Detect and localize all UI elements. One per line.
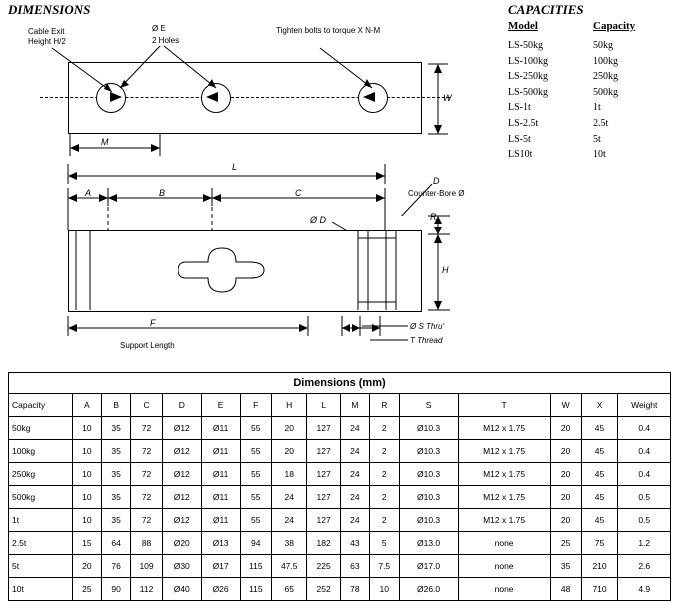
- table-row: [9, 417, 671, 440]
- cell-h: 65: [272, 578, 307, 601]
- cell-b: 64: [102, 532, 131, 555]
- cell-c: 72: [131, 463, 163, 486]
- cell-e: Ø11: [201, 509, 240, 532]
- col-header-s: S: [399, 394, 458, 417]
- col-header-weight: Weight: [618, 394, 671, 417]
- cell-r: 2: [370, 417, 400, 440]
- cell-c: 72: [131, 509, 163, 532]
- cell-e: Ø17: [201, 555, 240, 578]
- cell-x: 45: [581, 486, 618, 509]
- cell-t: M12 x 1.75: [458, 417, 550, 440]
- col-header-a: A: [72, 394, 101, 417]
- cell-x: 45: [581, 417, 618, 440]
- cell-s: Ø26.0: [399, 578, 458, 601]
- cell-e: Ø11: [201, 463, 240, 486]
- cell-f: 55: [240, 486, 272, 509]
- capacities-value: 5t: [593, 133, 601, 145]
- holes-count-label: 2 Holes: [152, 36, 180, 45]
- dimensions-table-title-row: [9, 373, 671, 394]
- cell-a: 10: [72, 417, 101, 440]
- cell-x: 75: [581, 532, 618, 555]
- cell-m: 43: [340, 532, 369, 555]
- col-header-w: W: [550, 394, 581, 417]
- dia-d-label: Ø D: [310, 215, 327, 225]
- cell-x: 710: [581, 578, 618, 601]
- col-header-l: L: [307, 394, 340, 417]
- cell-r: 10: [370, 578, 400, 601]
- cell-w: 20: [550, 463, 581, 486]
- cell-x: 210: [581, 555, 618, 578]
- col-header-b: B: [102, 394, 131, 417]
- cell-m: 24: [340, 463, 369, 486]
- cell-weight: 1.2: [618, 532, 671, 555]
- cable-exit-label: Cable Exit: [28, 27, 65, 36]
- capacities-table: [508, 20, 678, 163]
- cell-c: 88: [131, 532, 163, 555]
- cell-f: 115: [240, 555, 272, 578]
- capacities-header-capacity: Capacity: [593, 20, 636, 32]
- support-length-label: Support Length: [120, 341, 175, 350]
- cell-t: M12 x 1.75: [458, 463, 550, 486]
- cell-x: 45: [581, 440, 618, 463]
- table-row: [9, 440, 671, 463]
- load-cell-cutout: [178, 244, 288, 296]
- capacities-model: LS-50kg: [508, 40, 543, 51]
- col-header-r: R: [370, 394, 400, 417]
- cell-f: 55: [240, 417, 272, 440]
- cell-a: 15: [72, 532, 101, 555]
- capacities-value: 1t: [593, 102, 601, 114]
- col-header-h: H: [272, 394, 307, 417]
- cell-b: 90: [102, 578, 131, 601]
- cell-weight: 0.5: [618, 509, 671, 532]
- cell-x: 45: [581, 509, 618, 532]
- cell-weight: 0.4: [618, 417, 671, 440]
- cell-c: 112: [131, 578, 163, 601]
- cell-s: Ø10.3: [399, 440, 458, 463]
- capacities-row: [508, 69, 678, 85]
- cell-l: 127: [307, 463, 340, 486]
- cell-r: 2: [370, 463, 400, 486]
- cell-f: 55: [240, 440, 272, 463]
- cell-f: 55: [240, 463, 272, 486]
- cell-c: 109: [131, 555, 163, 578]
- cell-d: Ø20: [162, 532, 201, 555]
- cell-d: Ø12: [162, 463, 201, 486]
- cell-s: Ø17.0: [399, 555, 458, 578]
- cell-t: none: [458, 578, 550, 601]
- table-row: [9, 578, 671, 601]
- cell-l: 182: [307, 532, 340, 555]
- dim-f-label: F: [150, 318, 156, 328]
- cell-capacity: 10t: [9, 578, 73, 601]
- cell-l: 252: [307, 578, 340, 601]
- cell-w: 20: [550, 417, 581, 440]
- cell-r: 5: [370, 532, 400, 555]
- capacities-model: LS-500kg: [508, 86, 548, 98]
- capacities-value: 500kg: [593, 86, 618, 98]
- table-row: [9, 509, 671, 532]
- cell-s: Ø10.3: [399, 417, 458, 440]
- dimensions-table: [8, 372, 671, 601]
- cell-h: 20: [272, 440, 307, 463]
- cell-w: 20: [550, 440, 581, 463]
- cell-m: 24: [340, 440, 369, 463]
- cell-b: 35: [102, 417, 131, 440]
- cell-capacity: 5t: [9, 555, 73, 578]
- table-row: [9, 532, 671, 555]
- dim-w-label: W: [443, 93, 452, 103]
- cell-m: 24: [340, 486, 369, 509]
- cell-d: Ø12: [162, 509, 201, 532]
- cell-h: 18: [272, 463, 307, 486]
- cell-t: M12 x 1.75: [458, 440, 550, 463]
- cell-capacity: 50kg: [9, 417, 73, 440]
- cell-t: none: [458, 555, 550, 578]
- cell-h: 24: [272, 509, 307, 532]
- cell-a: 25: [72, 578, 101, 601]
- cell-s: Ø10.3: [399, 486, 458, 509]
- capacities-row: [508, 85, 678, 101]
- capacities-row: [508, 100, 678, 116]
- cell-e: Ø11: [201, 440, 240, 463]
- cell-b: 35: [102, 486, 131, 509]
- col-header-d: D: [162, 394, 201, 417]
- cell-h: 20: [272, 417, 307, 440]
- cell-d: Ø12: [162, 486, 201, 509]
- capacities-row: [508, 54, 678, 70]
- cell-w: 25: [550, 532, 581, 555]
- table-row: [9, 555, 671, 578]
- cell-a: 10: [72, 463, 101, 486]
- cell-r: 7.5: [370, 555, 400, 578]
- capacities-value: 50kg: [593, 40, 613, 51]
- col-header-x: X: [581, 394, 618, 417]
- dim-b-label: B: [159, 188, 166, 198]
- dim-d-label: D: [433, 176, 440, 186]
- cell-b: 35: [102, 463, 131, 486]
- cell-f: 94: [240, 532, 272, 555]
- capacities-model: LS-250kg: [508, 71, 548, 83]
- cell-capacity: 250kg: [9, 463, 73, 486]
- dim-c-label: C: [295, 188, 302, 198]
- table-row: [9, 486, 671, 509]
- cell-l: 127: [307, 486, 340, 509]
- col-header-e: E: [201, 394, 240, 417]
- col-header-f: F: [240, 394, 272, 417]
- cell-f: 115: [240, 578, 272, 601]
- cell-a: 10: [72, 486, 101, 509]
- cell-b: 35: [102, 440, 131, 463]
- cell-a: 20: [72, 555, 101, 578]
- cell-h: 47.5: [272, 555, 307, 578]
- capacities-header-row: [508, 20, 678, 32]
- cell-b: 35: [102, 509, 131, 532]
- cell-c: 72: [131, 417, 163, 440]
- cell-h: 24: [272, 486, 307, 509]
- capacities-model: LS-100kg: [508, 55, 548, 67]
- t-thread-label: T Thread: [410, 336, 443, 345]
- cell-t: M12 x 1.75: [458, 486, 550, 509]
- cell-l: 127: [307, 509, 340, 532]
- cell-s: Ø10.3: [399, 509, 458, 532]
- cell-w: 20: [550, 486, 581, 509]
- torque-note-label: Tighten bolts to torque X N-M: [276, 26, 381, 35]
- cell-e: Ø11: [201, 486, 240, 509]
- dimensions-table-title: Dimensions (mm): [9, 373, 671, 394]
- cell-w: 20: [550, 509, 581, 532]
- cell-l: 127: [307, 417, 340, 440]
- cell-weight: 0.4: [618, 463, 671, 486]
- capacities-model: LS-5t: [508, 133, 531, 145]
- cell-weight: 2.6: [618, 555, 671, 578]
- table-row: [9, 463, 671, 486]
- capacities-title: CAPACITIES: [508, 2, 584, 17]
- cell-d: Ø12: [162, 417, 201, 440]
- capacities-row: [508, 147, 678, 163]
- cell-s: Ø10.3: [399, 463, 458, 486]
- capacities-value: 250kg: [593, 71, 618, 83]
- dim-m-label: M: [101, 137, 109, 147]
- capacities-value: 2.5t: [593, 117, 609, 129]
- cell-capacity: 1t: [9, 509, 73, 532]
- thread-leaders: [356, 320, 414, 344]
- dim-f: [60, 314, 400, 340]
- cell-r: 2: [370, 440, 400, 463]
- capacities-header-model: Model: [508, 20, 538, 32]
- cell-weight: 0.5: [618, 486, 671, 509]
- dimensions-table-header-row: [9, 394, 671, 417]
- cell-t: none: [458, 532, 550, 555]
- cell-l: 127: [307, 440, 340, 463]
- col-header-capacity: Capacity: [9, 394, 73, 417]
- dim-l-label: L: [232, 162, 238, 172]
- cell-r: 2: [370, 509, 400, 532]
- cell-d: Ø30: [162, 555, 201, 578]
- cell-weight: 0.4: [618, 440, 671, 463]
- cable-exit-height-label: Height H/2: [28, 37, 66, 46]
- col-header-t: T: [458, 394, 550, 417]
- cell-l: 225: [307, 555, 340, 578]
- cell-a: 10: [72, 440, 101, 463]
- counter-bore-label: Counter-Bore Ø: [408, 189, 465, 198]
- cell-m: 78: [340, 578, 369, 601]
- cell-e: Ø13: [201, 532, 240, 555]
- cell-m: 63: [340, 555, 369, 578]
- dim-l: [60, 158, 400, 184]
- cell-d: Ø40: [162, 578, 201, 601]
- cell-r: 2: [370, 486, 400, 509]
- dim-h-label: H: [442, 265, 449, 275]
- cell-weight: 4.9: [618, 578, 671, 601]
- cell-w: 35: [550, 555, 581, 578]
- s-thru-label: Ø S Thru': [410, 322, 444, 331]
- capacities-row: [508, 38, 678, 54]
- hole-diameter-label: Ø E: [152, 24, 166, 33]
- dim-r-label: R: [430, 212, 437, 222]
- cell-d: Ø12: [162, 440, 201, 463]
- counter-bore-leader: [380, 176, 440, 216]
- capacities-value: 10t: [593, 149, 606, 161]
- cell-b: 76: [102, 555, 131, 578]
- cell-e: Ø11: [201, 417, 240, 440]
- cell-h: 38: [272, 532, 307, 555]
- cell-m: 24: [340, 509, 369, 532]
- cell-m: 24: [340, 417, 369, 440]
- capacities-model: LS-1t: [508, 102, 531, 114]
- capacities-model: LS10t: [508, 149, 533, 161]
- cell-f: 55: [240, 509, 272, 532]
- col-header-m: M: [340, 394, 369, 417]
- dimensions-title: DIMENSIONS: [8, 2, 91, 17]
- cell-e: Ø26: [201, 578, 240, 601]
- cell-c: 72: [131, 486, 163, 509]
- cell-capacity: 2.5t: [9, 532, 73, 555]
- capacities-model: LS-2.5t: [508, 117, 539, 129]
- cell-w: 48: [550, 578, 581, 601]
- capacities-row: [508, 116, 678, 132]
- cell-a: 10: [72, 509, 101, 532]
- cell-c: 72: [131, 440, 163, 463]
- col-header-c: C: [131, 394, 163, 417]
- cell-capacity: 500kg: [9, 486, 73, 509]
- capacities-value: 100kg: [593, 55, 618, 67]
- cell-t: M12 x 1.75: [458, 509, 550, 532]
- cell-capacity: 100kg: [9, 440, 73, 463]
- dim-a-label: A: [85, 188, 92, 198]
- capacities-row: [508, 132, 678, 148]
- cell-s: Ø13.0: [399, 532, 458, 555]
- cell-x: 45: [581, 463, 618, 486]
